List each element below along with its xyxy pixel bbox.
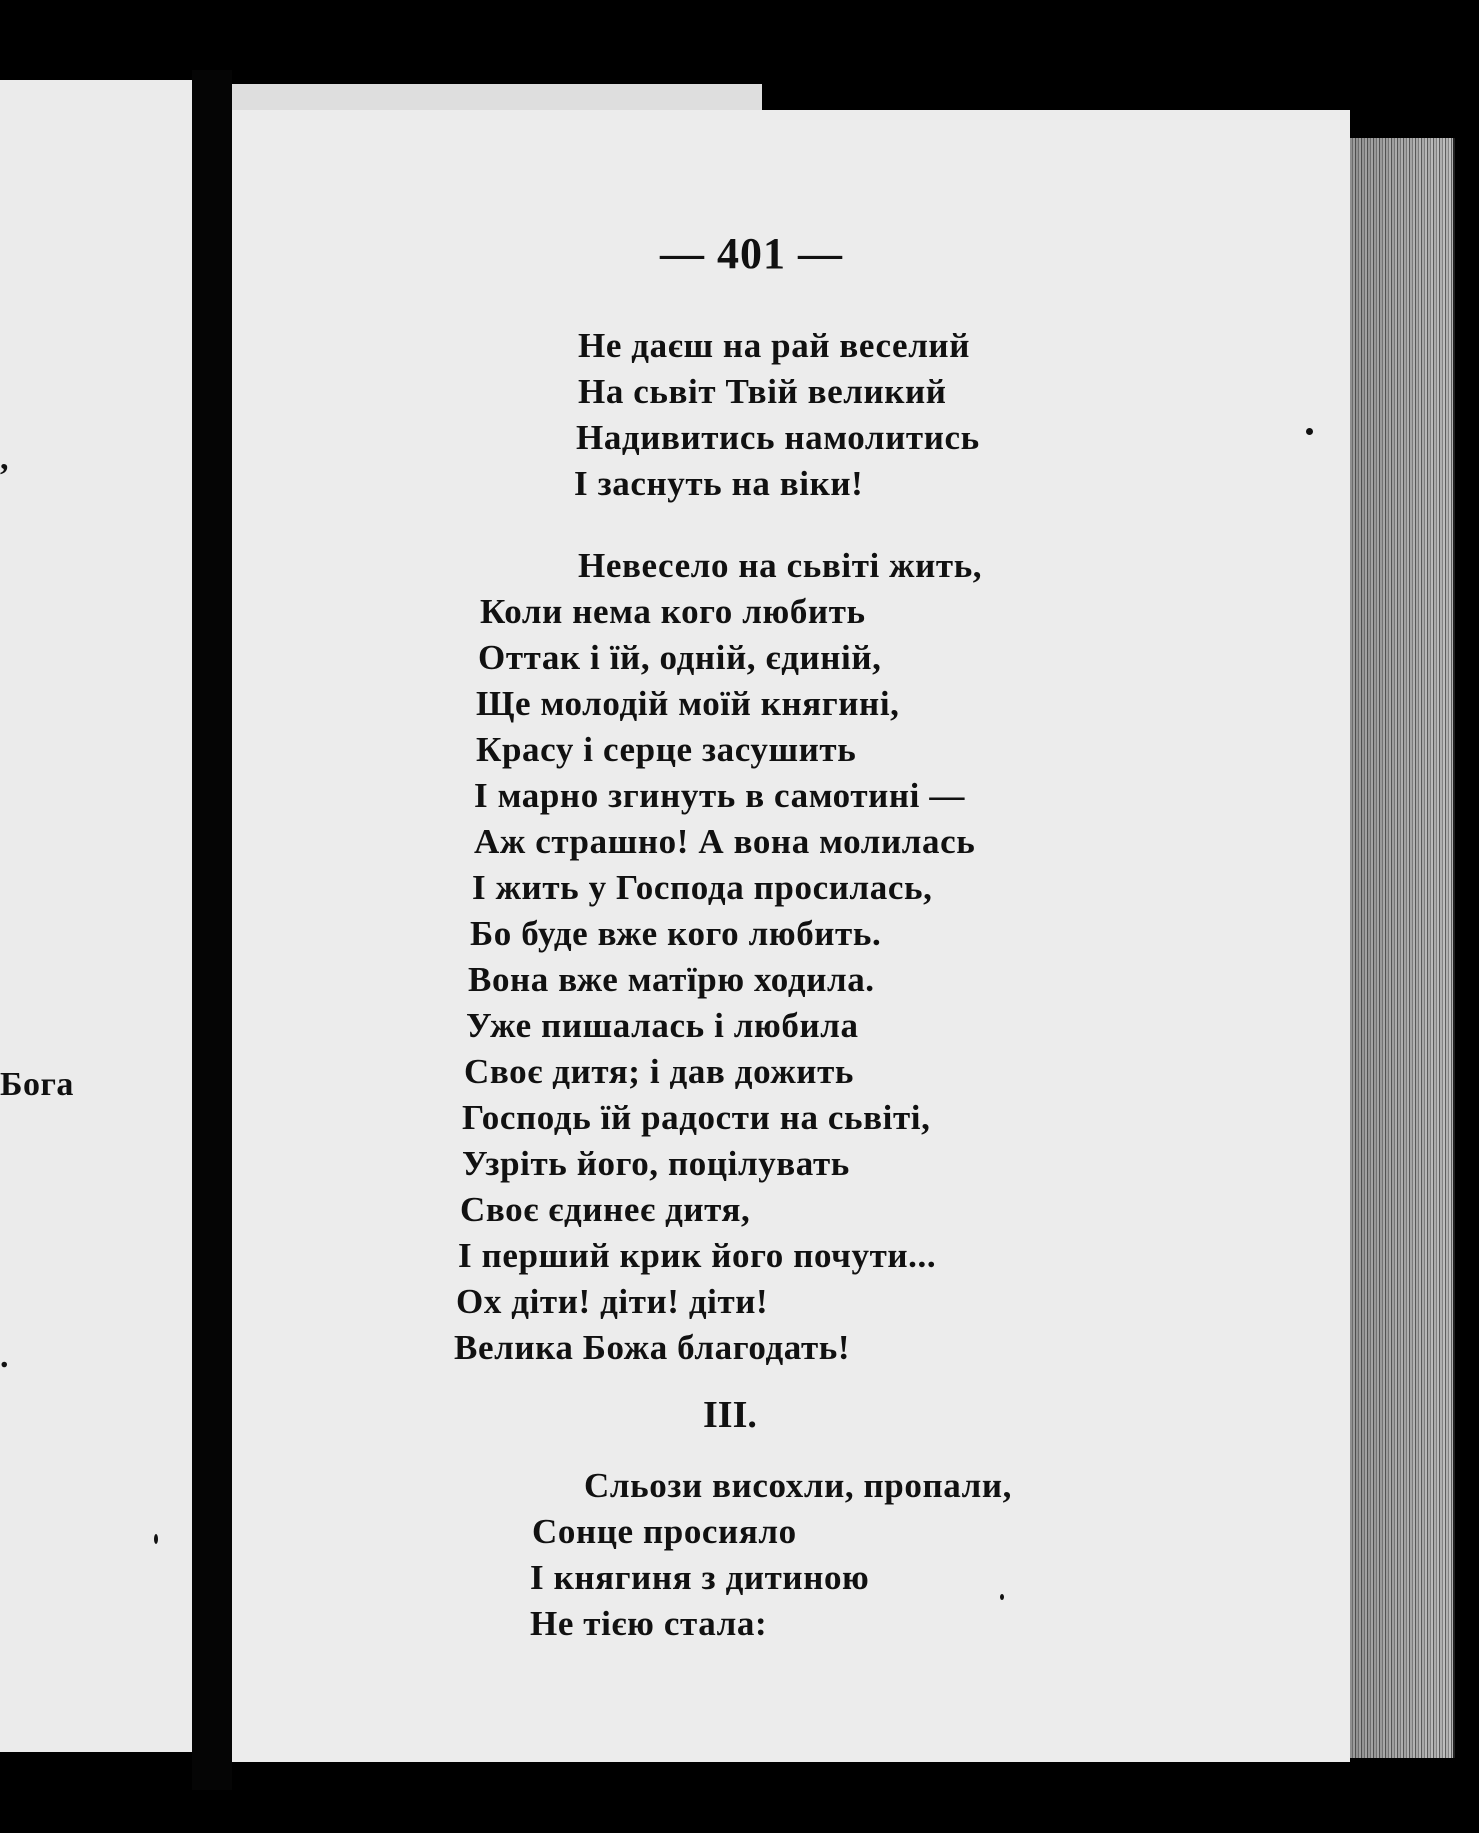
poem-line: Ох діти! діти! діти!	[456, 1282, 769, 1321]
poem-line: Красу і серце засушить	[476, 730, 857, 769]
poem-line: Своє єдинеє дитя,	[460, 1190, 751, 1229]
ink-speck	[154, 1534, 158, 1544]
page-top-tab	[232, 84, 762, 112]
page-edges	[1350, 138, 1455, 1758]
poem-line: Надивитись намолитись	[576, 418, 980, 457]
left-page-fragment-comma: ,	[0, 440, 9, 477]
poem-line: Коли нема кого любить	[480, 592, 866, 631]
poem-line: Невесело на сьвіті жить,	[578, 546, 983, 585]
poem-line: І марно згинуть в самотині —	[474, 776, 965, 815]
poem-line: Не даєш на рай веселий	[578, 326, 970, 365]
left-page	[0, 80, 192, 1752]
left-page-fragment-period: .	[0, 1338, 9, 1375]
poem-line: Оттак і їй, одній, єдиній,	[478, 638, 882, 677]
poem-line: Своє дитя; і дав дожить	[464, 1052, 854, 1091]
poem-line: Бо буде вже кого любить.	[470, 914, 882, 953]
poem-line: І жить у Господа просилась,	[472, 868, 933, 907]
poem-line: На сьвіт Твій великий	[578, 372, 947, 411]
poem-line: Уже пишалась і любила	[466, 1006, 859, 1045]
poem-line: Вона вже матїрю ходила.	[468, 960, 875, 999]
poem-line: І заснуть на віки!	[574, 464, 864, 503]
poem-line: Велика Божа благодать!	[454, 1328, 851, 1367]
poem-line: Ще молодій моїй княгині,	[476, 684, 900, 723]
poem-line: Господь їй радости на сьвіті,	[462, 1098, 931, 1137]
section-numeral: III.	[703, 1394, 757, 1436]
poem-line: Сльози висохли, пропали,	[584, 1466, 1012, 1505]
page-number: — 401 —	[660, 229, 843, 278]
poem-line: Аж страшно! А вона молилась	[474, 822, 976, 861]
ink-speck	[1306, 428, 1313, 435]
poem-line: Сонце просияло	[532, 1512, 797, 1551]
poem-line: І княгиня з дитиною	[530, 1558, 870, 1597]
poem-line: Не тією стала:	[530, 1604, 768, 1643]
ink-speck	[1000, 1594, 1004, 1600]
book-gutter	[192, 70, 232, 1790]
left-page-fragment-word: Бога	[0, 1066, 74, 1103]
poem-line: І перший крик його почути...	[458, 1236, 937, 1275]
poem-line: Узріть його, поцілувать	[462, 1144, 850, 1183]
